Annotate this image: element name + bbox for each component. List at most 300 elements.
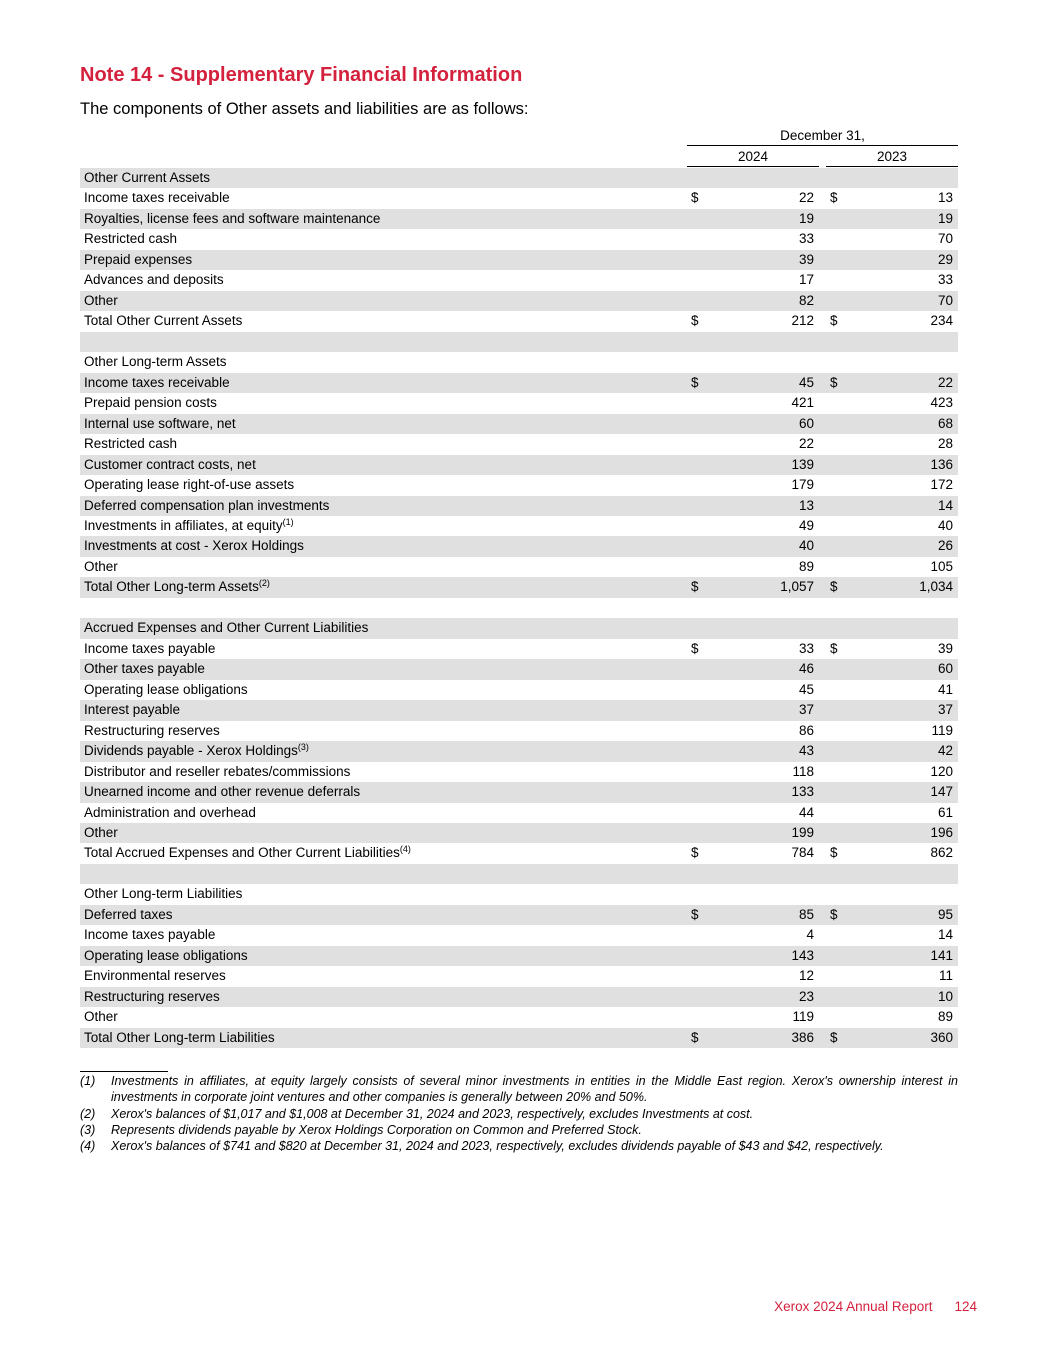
row-label-text: Operating lease obligations: [84, 947, 248, 963]
row-label: [84, 455, 256, 475]
row-label-text: Total Other Long-term Assets: [84, 579, 259, 595]
row-label-text: Total Other Current Assets: [84, 313, 243, 329]
row-label-text: Restructuring reserves: [84, 722, 220, 738]
value-cell-2023: [826, 496, 958, 516]
footnote-number: (1): [80, 1074, 96, 1088]
amount-2024: 179: [791, 477, 814, 493]
amount-2024: 784: [791, 845, 814, 861]
currency-symbol: $: [830, 374, 838, 390]
row-label-text: Prepaid expenses: [84, 251, 193, 267]
row-label: [84, 414, 236, 434]
row-label-text: Other: [84, 558, 118, 574]
amount-2024: 1,057: [780, 579, 814, 595]
amount-2023: 105: [930, 558, 953, 574]
value-cell-2023: [826, 434, 958, 454]
amount-2023: 423: [930, 395, 953, 411]
value-cell-2023: [826, 1007, 958, 1027]
amount-2023: 95: [937, 906, 953, 922]
amount-2023: 70: [937, 231, 953, 247]
value-cell-2023: [826, 188, 958, 208]
amount-2024: 46: [798, 661, 814, 677]
section-header-row: [80, 352, 958, 372]
table-row: [80, 741, 958, 761]
row-label-text: Income taxes payable: [84, 640, 216, 656]
row-label-text: Administration and overhead: [84, 804, 256, 820]
currency-symbol: $: [691, 190, 699, 206]
total-row: [80, 577, 958, 597]
row-label: [84, 741, 309, 761]
footnote-text: Xerox's balances of $741 and $820 at December 31, 2024 and 2023, respectively, excludes dividends payable of $43 and $42, respectively.: [111, 1139, 884, 1154]
row-label: [84, 843, 411, 863]
amount-2024: 86: [798, 722, 814, 738]
row-label: [84, 352, 227, 372]
amount-2024: 386: [791, 1029, 814, 1045]
footnote-text: Represents dividends payable by Xerox Holdings Corporation on Common and Preferred Stock.: [111, 1122, 642, 1137]
amount-2024: 199: [791, 825, 814, 840]
row-label: [84, 311, 242, 331]
value-cell-2023: [826, 823, 958, 843]
amount-2023: 147: [930, 784, 953, 800]
intro-text: The components of Other assets and liabilities are as follows:: [80, 100, 529, 118]
value-cell-2023: [826, 700, 958, 720]
footnote-text: Investments in affiliates, at equity largely consists of several minor investments in entities in the Middle East region. Xerox's ownership interest in investments in corporate joint ventures and other companies is generally between 20% and 50%.: [111, 1074, 958, 1105]
row-label: [84, 250, 192, 270]
row-label: [84, 721, 220, 741]
amount-2023: 39: [937, 640, 953, 656]
value-cell-2023: [826, 741, 958, 761]
amount-2023: 37: [937, 702, 953, 718]
amount-2024: 23: [798, 988, 814, 1004]
row-label: [84, 925, 215, 945]
value-cell-2024: [687, 823, 819, 843]
table-row: [80, 393, 958, 413]
amount-2024: 82: [798, 292, 814, 308]
value-cell-2023: [826, 475, 958, 495]
row-label-text: Other Long-term Liabilities: [84, 886, 243, 902]
table-row: [80, 557, 958, 577]
footnotes: [80, 1073, 958, 1154]
row-label-text: Customer contract costs, net: [84, 456, 256, 472]
row-label-text: Restructuring reserves: [84, 988, 220, 1004]
value-cell-2024: [687, 496, 819, 516]
amount-2023: 120: [930, 763, 953, 779]
value-cell-2024: [687, 434, 819, 454]
value-cell-2024: [687, 516, 819, 536]
table-row: [80, 966, 958, 986]
value-cell-2023: [826, 762, 958, 782]
amount-2023: 10: [937, 988, 953, 1004]
row-label: [84, 905, 173, 925]
amount-2024: 22: [798, 436, 814, 452]
currency-symbol: $: [691, 579, 699, 595]
table-row: [80, 455, 958, 475]
row-label-text: Accrued Expenses and Other Current Liabilities: [84, 620, 369, 636]
row-label: [84, 987, 220, 1007]
footnote: [80, 1122, 958, 1138]
row-label: [84, 884, 242, 904]
table-row: [80, 762, 958, 782]
amount-2024: 22: [798, 190, 814, 206]
table-row: [80, 270, 958, 290]
currency-symbol: $: [691, 1029, 699, 1045]
amount-2023: 42: [937, 743, 953, 759]
amount-2023: 40: [937, 517, 953, 533]
row-label-text: Income taxes receivable: [84, 190, 230, 206]
value-cell-2024: [687, 843, 819, 863]
table-row: [80, 987, 958, 1007]
section-header-row: [80, 618, 958, 638]
value-cell-2023: [826, 577, 958, 597]
value-cell-2024: [687, 270, 819, 290]
amount-2024: 44: [798, 804, 814, 820]
value-cell-2024: [687, 414, 819, 434]
value-cell-2023: [826, 803, 958, 823]
value-cell-2024: [687, 250, 819, 270]
value-cell-2024: [687, 475, 819, 495]
row-label-text: Unearned income and other revenue deferrals: [84, 784, 361, 800]
value-cell-2024: [687, 639, 819, 659]
value-cell-2024: [687, 373, 819, 393]
value-cell-2023: [826, 782, 958, 802]
row-label-text: Operating lease obligations: [84, 681, 248, 697]
amount-2023: 19: [937, 210, 953, 226]
amount-2024: 45: [798, 681, 814, 697]
amount-2023: 119: [931, 722, 953, 738]
row-label-text: Restricted cash: [84, 231, 178, 247]
value-cell-2024: [687, 229, 819, 249]
row-label: [84, 188, 230, 208]
amount-2023: 14: [937, 497, 953, 513]
amount-2023: 33: [937, 272, 953, 288]
section-header-row: [80, 168, 958, 188]
table-row: [80, 188, 958, 208]
value-cell-2024: [687, 680, 819, 700]
currency-symbol: $: [691, 313, 699, 329]
amount-2023: 172: [930, 477, 953, 493]
spacer-row: [80, 332, 958, 352]
page-number: 124: [954, 1299, 977, 1314]
table-row: [80, 434, 958, 454]
row-label-text: Restricted cash: [84, 436, 178, 452]
year-header-2023: 2023: [826, 148, 958, 167]
total-row: [80, 843, 958, 863]
value-cell-2023: [826, 987, 958, 1007]
footnote-divider: [80, 1071, 168, 1072]
amount-2023: 862: [930, 845, 953, 861]
row-label: [84, 700, 180, 720]
footnote-ref: (2): [258, 578, 270, 589]
row-label-text: Total Other Long-term Liabilities: [84, 1029, 275, 1045]
currency-symbol: $: [830, 906, 838, 922]
row-label-text: Income taxes payable: [84, 927, 216, 943]
row-label: [84, 946, 248, 966]
report-name: Xerox 2024 Annual Report: [774, 1299, 933, 1314]
row-label: [84, 516, 294, 536]
value-cell-2023: [826, 925, 958, 945]
amount-2024: 40: [798, 538, 814, 554]
row-label-text: Total Accrued Expenses and Other Current Liabilities: [84, 845, 400, 861]
table-row: [80, 659, 958, 679]
amount-2024: 17: [798, 272, 814, 288]
footnote-ref: (4): [399, 844, 411, 855]
value-cell-2023: [826, 516, 958, 536]
row-label-text: Other Current Assets: [84, 170, 211, 185]
value-cell-2023: [826, 311, 958, 331]
row-label: [84, 475, 294, 495]
value-cell-2024: [687, 209, 819, 229]
section-header-row: [80, 884, 958, 904]
table-row: [80, 414, 958, 434]
row-label: [84, 577, 270, 597]
row-label-text: Internal use software, net: [84, 415, 236, 431]
row-label-text: Other: [84, 825, 118, 840]
currency-symbol: $: [691, 845, 699, 861]
year-header-2024: 2024: [687, 148, 819, 167]
row-label-text: Deferred compensation plan investments: [84, 497, 330, 513]
currency-symbol: $: [830, 313, 838, 329]
value-cell-2024: [687, 536, 819, 556]
row-label-text: Prepaid pension costs: [84, 395, 217, 411]
table-row: [80, 946, 958, 966]
row-label: [84, 803, 256, 823]
value-cell-2023: [826, 966, 958, 986]
value-cell-2023: [826, 373, 958, 393]
value-cell-2023: [826, 905, 958, 925]
period-header: December 31,: [687, 127, 958, 146]
row-label: [84, 168, 210, 188]
amount-2024: 45: [798, 374, 814, 390]
total-row: [80, 1028, 958, 1048]
footnote-number: (4): [80, 1139, 96, 1154]
value-cell-2024: [687, 577, 819, 597]
amount-2024: 43: [798, 743, 814, 759]
row-label: [84, 536, 304, 556]
value-cell-2024: [687, 925, 819, 945]
table-row: [80, 250, 958, 270]
amount-2023: 196: [930, 825, 953, 840]
row-label-text: Deferred taxes: [84, 906, 173, 922]
spacer-row: [80, 598, 958, 618]
row-label: [84, 782, 360, 802]
amount-2023: 41: [937, 681, 953, 697]
row-label: [84, 680, 248, 700]
row-label: [84, 373, 230, 393]
value-cell-2024: [687, 905, 819, 925]
amount-2024: 421: [791, 395, 814, 411]
value-cell-2024: [687, 721, 819, 741]
value-cell-2024: [687, 659, 819, 679]
amount-2023: 26: [937, 538, 953, 554]
value-cell-2023: [826, 414, 958, 434]
value-cell-2023: [826, 1028, 958, 1048]
table-row: [80, 229, 958, 249]
amount-2023: 22: [937, 374, 953, 390]
value-cell-2023: [826, 393, 958, 413]
amount-2024: 133: [791, 784, 814, 800]
value-cell-2023: [826, 209, 958, 229]
currency-symbol: $: [830, 1029, 838, 1045]
row-label: [84, 496, 329, 516]
amount-2023: 13: [937, 190, 953, 206]
row-label: [84, 270, 224, 290]
amount-2024: 19: [798, 210, 814, 226]
footnote: [80, 1073, 958, 1106]
row-label: [84, 209, 380, 229]
amount-2023: 89: [937, 1009, 953, 1025]
table-row: [80, 536, 958, 556]
amount-2024: 4: [806, 927, 814, 943]
amount-2023: 60: [937, 661, 953, 677]
row-label: [84, 618, 368, 638]
table-row: [80, 291, 958, 311]
table-row: [80, 782, 958, 802]
table-body: [80, 168, 958, 1048]
value-cell-2023: [826, 721, 958, 741]
amount-2023: 14: [937, 927, 953, 943]
table-row: [80, 803, 958, 823]
row-label: [84, 291, 118, 311]
row-label: [84, 823, 118, 843]
page-footer: [774, 1299, 977, 1314]
table-row: [80, 721, 958, 741]
value-cell-2024: [687, 741, 819, 761]
row-label-text: Other: [84, 292, 118, 308]
currency-symbol: $: [691, 906, 699, 922]
amount-2024: 118: [792, 763, 814, 779]
row-label: [84, 557, 118, 577]
amount-2024: 119: [792, 1009, 814, 1025]
value-cell-2023: [826, 455, 958, 475]
value-cell-2023: [826, 843, 958, 863]
row-label-text: Other: [84, 1009, 118, 1025]
row-label-text: Distributor and reseller rebates/commissions: [84, 763, 351, 779]
row-label: [84, 639, 215, 659]
amount-2024: 39: [798, 251, 814, 267]
table-row: [80, 1007, 958, 1027]
value-cell-2024: [687, 1007, 819, 1027]
amount-2023: 70: [937, 292, 953, 308]
amount-2024: 212: [791, 313, 814, 329]
currency-symbol: $: [830, 845, 838, 861]
amount-2023: 360: [930, 1029, 953, 1045]
footnote-ref: (3): [297, 742, 309, 753]
table-row: [80, 475, 958, 495]
value-cell-2024: [687, 311, 819, 331]
amount-2023: 11: [938, 968, 953, 984]
table-row: [80, 496, 958, 516]
amount-2024: 139: [791, 456, 814, 472]
table-row: [80, 209, 958, 229]
amount-2023: 141: [930, 947, 953, 963]
value-cell-2023: [826, 270, 958, 290]
row-label: [84, 659, 205, 679]
row-label-text: Royalties, license fees and software maintenance: [84, 210, 381, 226]
value-cell-2023: [826, 229, 958, 249]
amount-2023: 234: [930, 313, 953, 329]
value-cell-2023: [826, 250, 958, 270]
amount-2024: 143: [791, 947, 814, 963]
amount-2023: 61: [937, 804, 953, 820]
currency-symbol: $: [691, 640, 699, 656]
table-row: [80, 823, 958, 843]
row-label: [84, 229, 177, 249]
value-cell-2024: [687, 946, 819, 966]
page-title: Note 14 - Supplementary Financial Information: [80, 64, 523, 86]
value-cell-2024: [687, 557, 819, 577]
value-cell-2024: [687, 1028, 819, 1048]
row-label: [84, 966, 226, 986]
currency-symbol: $: [830, 640, 838, 656]
row-label-text: Interest payable: [84, 702, 181, 718]
value-cell-2023: [826, 659, 958, 679]
row-label-text: Investments at cost - Xerox Holdings: [84, 538, 304, 554]
table-row: [80, 700, 958, 720]
row-label: [84, 393, 217, 413]
table-row: [80, 639, 958, 659]
value-cell-2023: [826, 946, 958, 966]
amount-2024: 85: [798, 906, 814, 922]
row-label-text: Other Long-term Assets: [84, 354, 227, 370]
value-cell-2023: [826, 680, 958, 700]
amount-2023: 28: [937, 436, 953, 452]
row-label-text: Operating lease right-of-use assets: [84, 477, 295, 493]
row-label-text: Investments in affiliates, at equity: [84, 517, 283, 533]
row-label-text: Dividends payable - Xerox Holdings: [84, 743, 298, 759]
value-cell-2023: [826, 557, 958, 577]
row-label-text: Income taxes receivable: [84, 374, 230, 390]
value-cell-2024: [687, 393, 819, 413]
amount-2024: 89: [798, 558, 814, 574]
amount-2023: 68: [937, 415, 953, 431]
footnote-ref: (1): [282, 516, 294, 527]
amount-2024: 33: [798, 231, 814, 247]
value-cell-2024: [687, 700, 819, 720]
value-cell-2023: [826, 291, 958, 311]
amount-2023: 1,034: [919, 579, 953, 595]
row-label-text: Environmental reserves: [84, 968, 226, 984]
footnote-number: (2): [80, 1106, 96, 1121]
total-row: [80, 311, 958, 331]
currency-symbol: $: [830, 579, 838, 595]
amount-2023: 29: [937, 251, 953, 267]
table-row: [80, 373, 958, 393]
value-cell-2024: [687, 762, 819, 782]
value-cell-2024: [687, 291, 819, 311]
footnote-text: Xerox's balances of $1,017 and $1,008 at December 31, 2024 and 2023, respectively, excludes Investments at cost.: [111, 1106, 754, 1121]
value-cell-2024: [687, 188, 819, 208]
footnote: [80, 1106, 958, 1122]
value-cell-2023: [826, 639, 958, 659]
table-row: [80, 925, 958, 945]
value-cell-2024: [687, 455, 819, 475]
currency-symbol: $: [830, 190, 838, 206]
row-label-text: Advances and deposits: [84, 272, 224, 288]
table-row: [80, 680, 958, 700]
row-label-text: Other taxes payable: [84, 661, 205, 677]
spacer-row: [80, 864, 958, 884]
amount-2024: 37: [798, 702, 814, 718]
table-row: [80, 516, 958, 536]
amount-2024: 49: [798, 517, 814, 533]
amount-2024: 60: [798, 415, 814, 431]
amount-2024: 12: [798, 968, 814, 984]
row-label: [84, 434, 177, 454]
value-cell-2024: [687, 987, 819, 1007]
amount-2024: 13: [798, 497, 814, 513]
footnote: [80, 1138, 958, 1154]
currency-symbol: $: [691, 374, 699, 390]
amount-2024: 33: [798, 640, 814, 656]
